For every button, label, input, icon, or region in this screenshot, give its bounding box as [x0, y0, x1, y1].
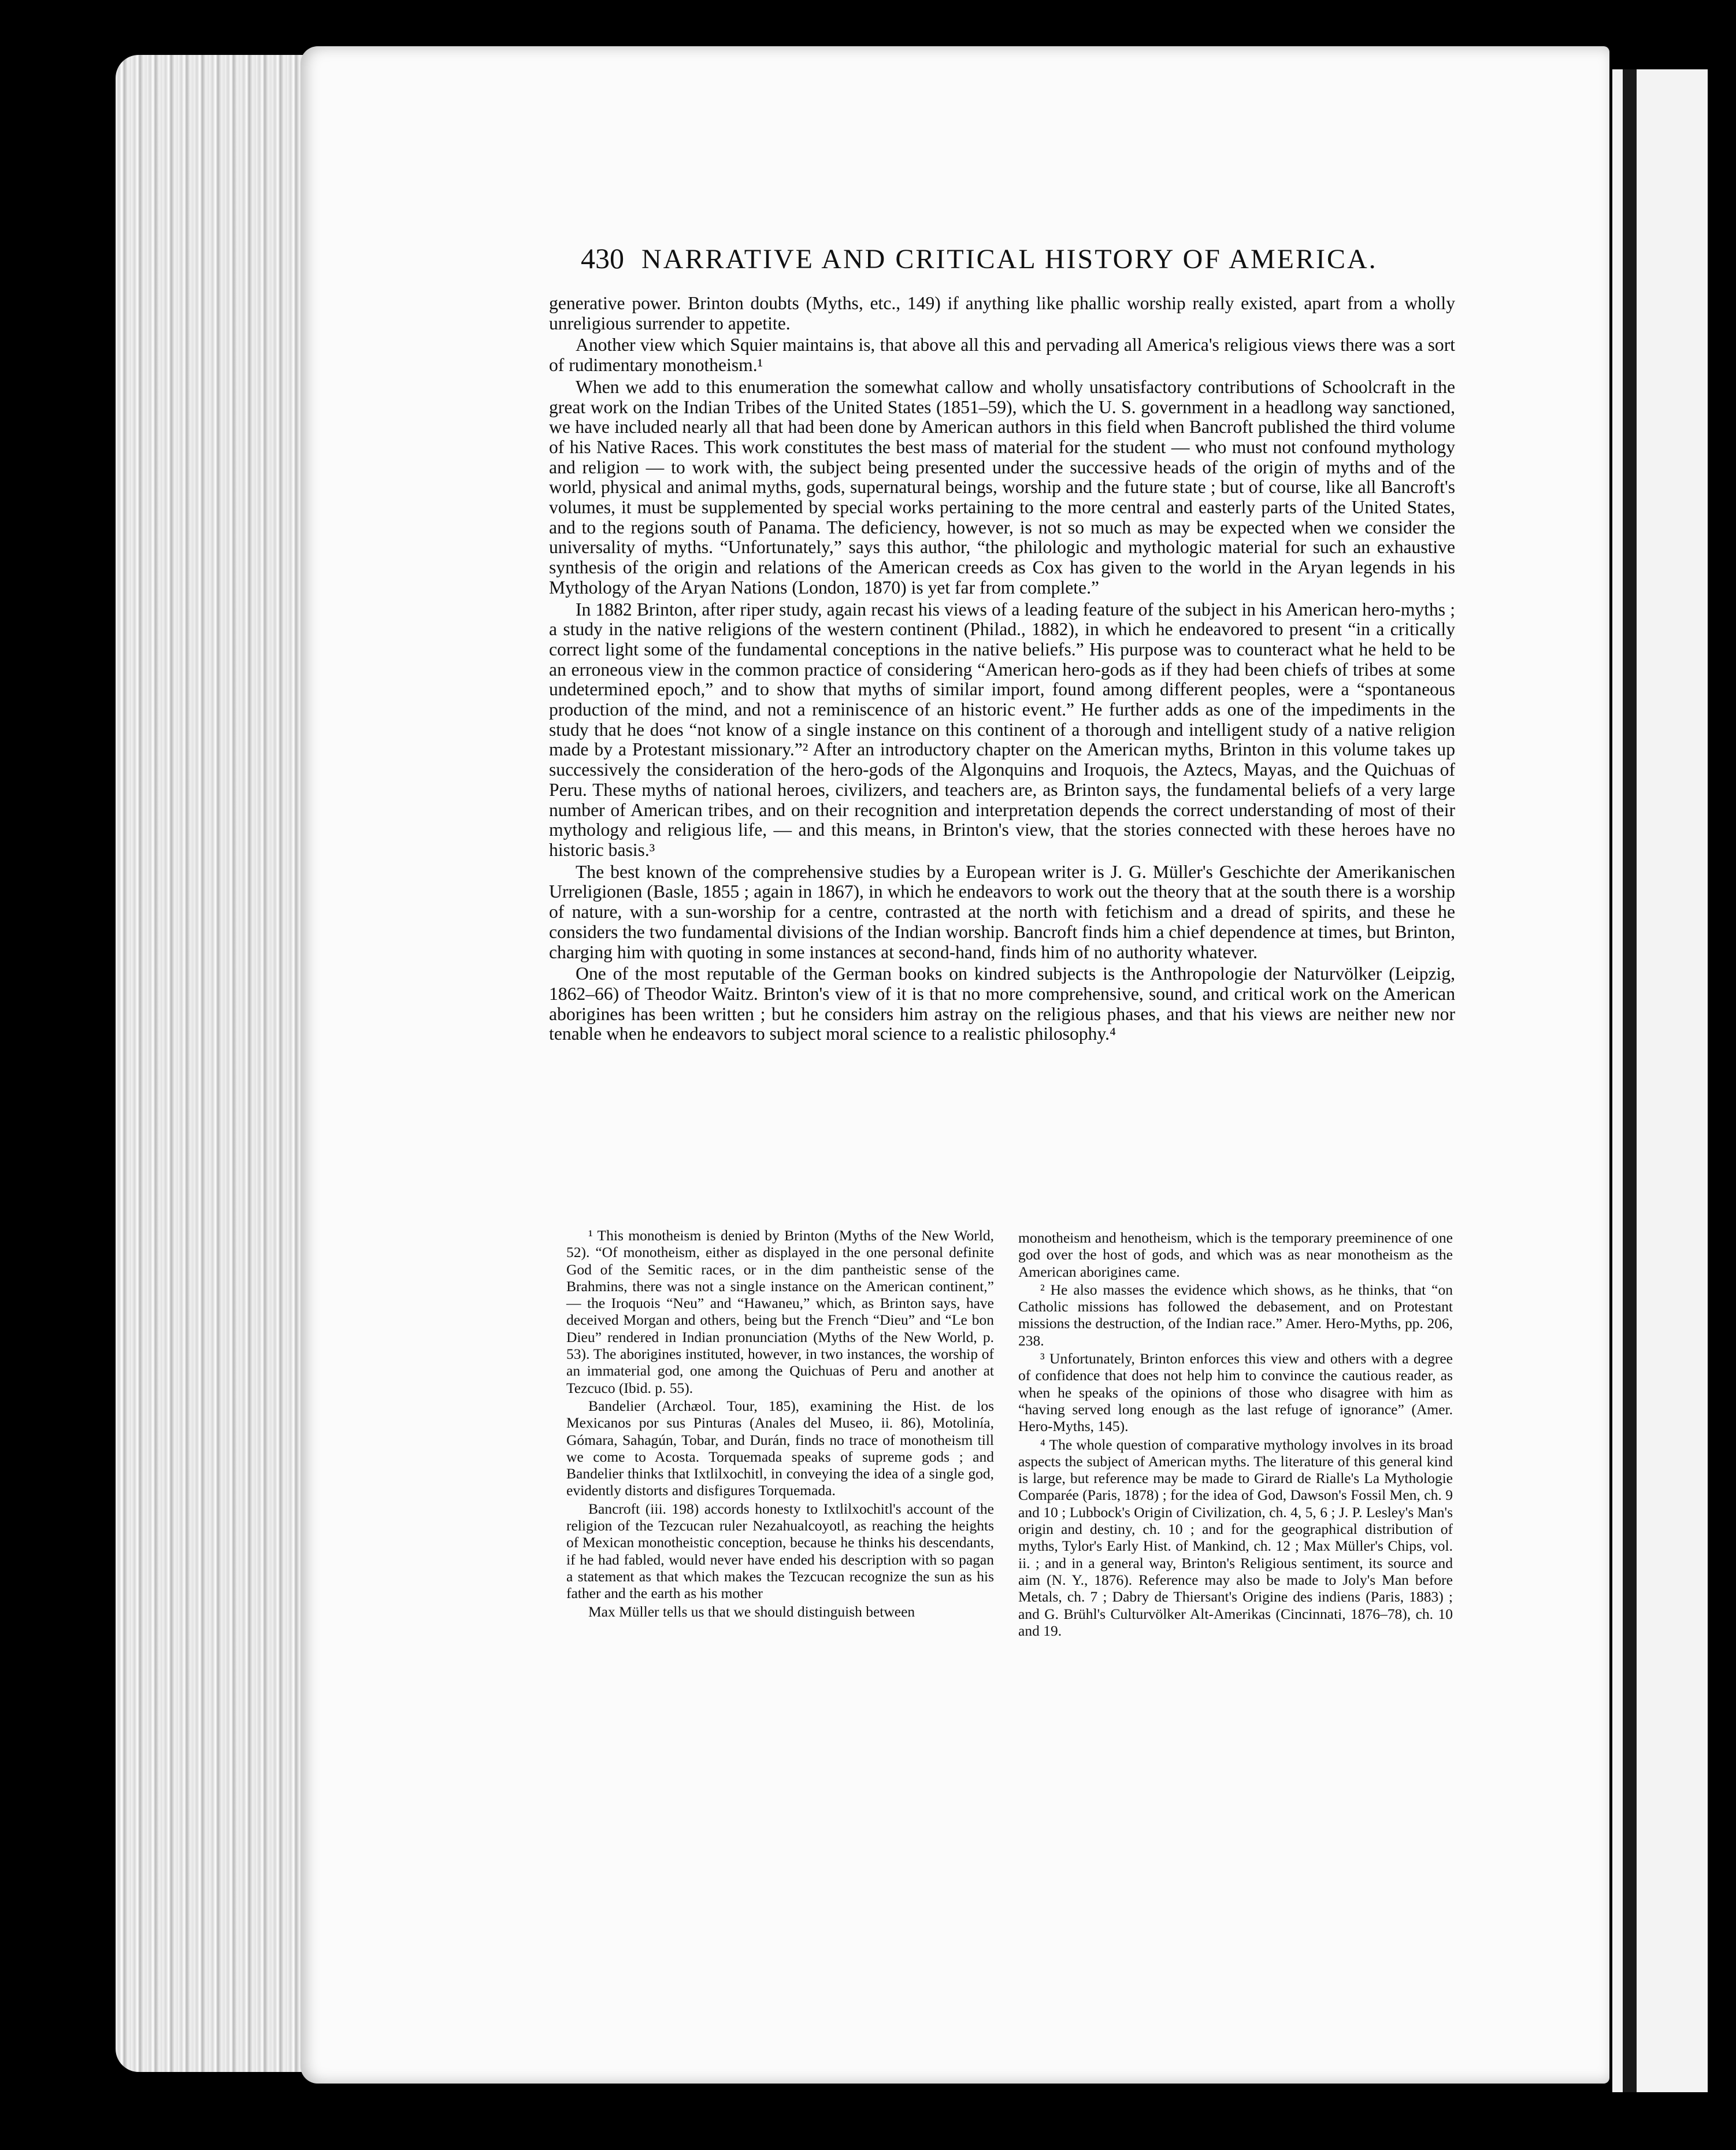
- footnotes-left-column: [566, 1227, 994, 1621]
- paragraph: When we add to this enumeration the somewhat callow and wholly unsatisfactory contributions of Schoolcraft in the great work on the Indian Tribes of the United States (1851–59), which the U. S. government in a headlong way sanctioned, we have included nearly all that had been done by American authors in this field when Bancroft published the third volume of his Native Races. This work constitutes the best mass of material for the student — who must not confound mythology and religion — to work with, the subject being presented under the successive heads of the origin of myths and of the world, physical and animal myths, gods, supernatural beings, worship and the future state ; but of course, like all Bancroft's volumes, it must be supplemented by special works pertaining to the more central and easterly parts of the United States, and to the regions south of Panama. The deficiency, however, is not so much as may be expected when we consider the universality of myths. “Unfortunately,” says this author, “the philologic and mythologic material for such an exhaustive synthesis of the origin and relations of the American creeds as Cox has given to the world in the Aryan legends in his Mythology of the Aryan Nations (London, 1870) is yet far from complete.”: [549, 376, 1455, 598]
- footnote: ² He also masses the evidence which shows, as he thinks, that “on Catholic missions has followed the debasement, and on Protestant missions the destruction, of the Indian race.” Amer. Hero-Myths, pp. 206, 238.: [1018, 1281, 1453, 1349]
- paragraph: The best known of the comprehensive studies by a European writer is J. G. Müller's Geschichte der Amerikanischen Urreligionen (Basle, 1855 ; again in 1867), in which he endeavors to work out the theory that at the south there is a worship of nature, with a sun-worship for a centre, contrasted at the north with fetichism and a dread of spirits, and these he considers the two fundamental divisions of the Indian worship. Bancroft finds him a chief dependence at times, but Brinton, charging him with quoting in some instances at second-hand, finds him of no authority whatever.: [549, 861, 1455, 962]
- footnote: ⁴ The whole question of comparative mythology involves in its broad aspects the subject of American myths. The literature of this general kind is large, but reference may be made to Girard de Rialle's La Mythologie Comparée (Paris, 1878) ; for the idea of God, Dawson's Fossil Men, ch. 9 and 10 ; Lubbock's Origin of Civilization, ch. 4, 5, 6 ; J. P. Lesley's Man's origin and destiny, ch. 10 ; and for the geographical distribution of myths, Tylor's Early Hist. of Mankind, ch. 12 ; Max Müller's Chips, vol. ii. ; and in a general way, Brinton's Religious sentiment, its source and aim (N. Y., 1876). Reference may also be made to Joly's Man before Metals, ch. 7 ; Dabry de Thiersant's Origine des indiens (Paris, 1883) ; and G. Brühl's Culturvölker Alt-Amerikas (Cincinnati, 1876–78), ch. 10 and 19.: [1018, 1436, 1453, 1639]
- paragraph: In 1882 Brinton, after riper study, again recast his views of a leading feature of the subject in his American hero-myths ; a study in the native religions of the western continent (Philad., 1882), in which he endeavored to present “in a critically correct light some of the fundamental conceptions in the native beliefs.” His purpose was to counteract what he held to be an erroneous view in the common practice of considering “American hero-gods as if they had been chiefs of tribes at some undetermined epoch,” and to show that myths of similar import, found among different peoples, were a “spontaneous production of the mind, and not a reminiscence of an historic event.” He further adds as one of the impediments in the study that he does “not know of a single instance on this continent of a thorough and intelligent study of a native religion made by a Protestant missionary.”² After an introductory chapter on the American myths, Brinton in this volume takes up successively the consideration of the hero-gods of the Algonquins and Iroquois, the Aztecs, Mayas, and the Quichuas of Peru. These myths of national heroes, civilizers, and teachers are, as Brinton says, the fundamental beliefs of a very large number of American tribes, and on their recognition and interpretation depends the correct understanding of most of their mythology and religious life, — and this means, in Brinton's view, that the stories connected with these heroes have no historic basis.³: [549, 599, 1455, 860]
- page-number: 430: [581, 242, 624, 275]
- footnote: Bandelier (Archæol. Tour, 185), examining the Hist. de los Mexicanos por sus Pinturas (Anales del Museo, ii. 86), Motolinía, Gómara, Sahagún, Tobar, and Durán, finds no trace of monotheism till we come to Acosta. Torquemada speaks of supreme gods ; and Bandelier thinks that Ixtlilxochitl, in conveying the idea of a single god, evidently distorts and disfigures Torquemada.: [566, 1397, 994, 1499]
- facing-page-edge: [1612, 69, 1708, 2092]
- paragraph: generative power. Brinton doubts (Myths, etc., 149) if anything like phallic worship really existed, apart from a wholly unreligious surrender to appetite.: [549, 293, 1455, 333]
- footnote: monotheism and henotheism, which is the temporary preeminence of one god over the host of gods, and which was as near monotheism as the American aborigines came.: [1018, 1229, 1453, 1280]
- footnote: Max Müller tells us that we should distinguish between: [588, 1603, 915, 1620]
- page-title: NARRATIVE AND CRITICAL HISTORY OF AMERICA.: [641, 244, 1378, 275]
- paragraph: Another view which Squier maintains is, that above all this and pervading all America's religious views there was a sort of rudimentary monotheism.¹: [549, 335, 1455, 376]
- footnote: ³ Unfortunately, Brinton enforces this view and others with a degree of confidence that does not help him to convince the cautious reader, as when he speaks of the opinions of those who disagree with him as “having served long enough as the last refuge of ignorance” (Amer. Hero-Myths, 145).: [1018, 1350, 1453, 1435]
- binding-shadow: [1623, 69, 1637, 2092]
- paragraph: One of the most reputable of the German books on kindred subjects is the Anthropologie der Naturvölker (Leipzig, 1862–66) of Theodor Waitz. Brinton's view of it is that no more comprehensive, sound, and critical work on the American aborigines has been written ; but he considers him astray on the religious phases, and that his views are neither new nor tenable when he endeavors to subject moral science to a realistic philosophy.⁴: [549, 963, 1455, 1044]
- book-page-edges: [116, 55, 312, 2072]
- footnote: ¹ This monotheism is denied by Brinton (Myths of the New World, 52). “Of monotheism, either as displayed in the one personal definite God of the Semitic races, or in the dim pantheistic sense of the Brahmins, there was not a single instance on the American continent,” — the Iroquois “Neu” and “Hawaneu,” which, as Brinton says, have deceived Morgan and others, being but the French “Dieu” and “Le bon Dieu” rendered in Indian pronunciation (Myths of the New World, p. 53). The aborigines instituted, however, in two instances, the worship of an immaterial god, one among the Quichuas of Peru and another at Tezcuco (Ibid. p. 55).: [566, 1227, 994, 1396]
- footnotes-right-column: [1018, 1229, 1453, 1640]
- main-text: [549, 294, 1455, 1044]
- running-header: [581, 242, 1378, 282]
- footnote: Bancroft (iii. 198) accords honesty to Ixtlilxochitl's account of the religion of the Tezcucan ruler Nezahualcoyotl, as reaching the heights of Mexican monotheistic conception, because he thinks his descendants, if he had fabled, would never have ended his description with so pagan a statement as that which makes the Tezcucan recognize the sun as his father and the earth as his mother: [566, 1500, 994, 1602]
